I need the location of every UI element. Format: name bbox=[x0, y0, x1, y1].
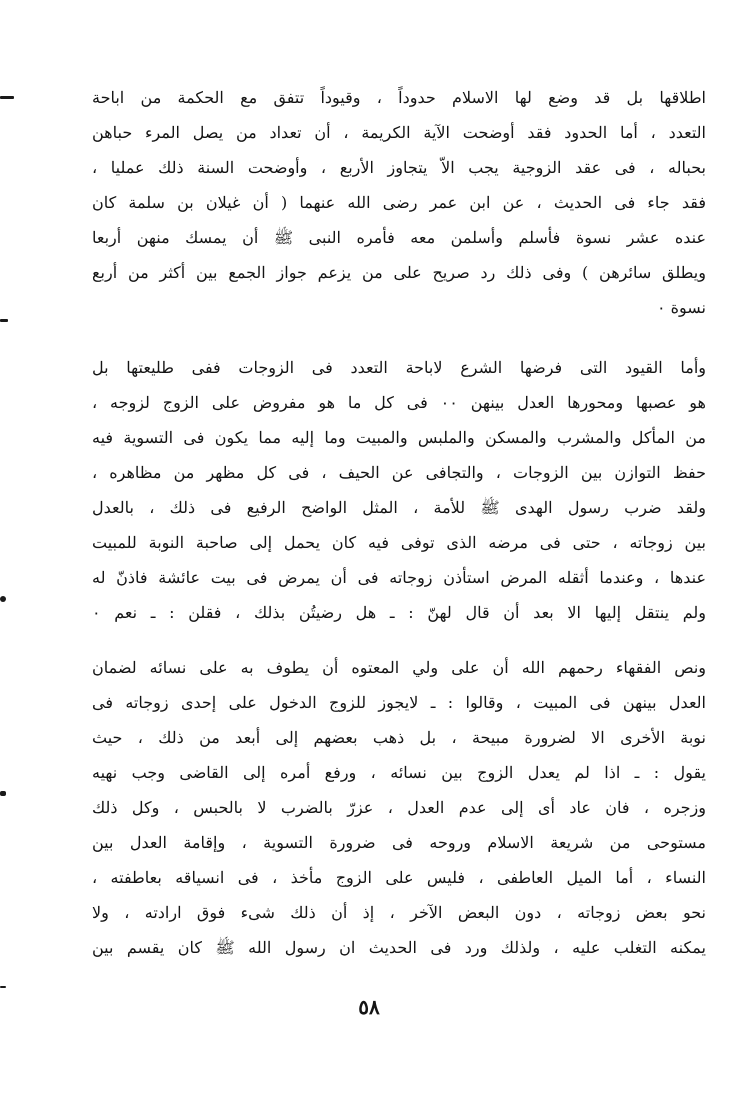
text-line: وزجره ، فان عاد أى إلى عدم العدل ، عزرّ بالضرب لا بالحبس ، وكل ذلك bbox=[92, 798, 706, 817]
text-line: يقول : ـ اذا لم يعدل الزوج بين نسائه ، ورفع أمره إلى القاضى وجب نهيه bbox=[92, 763, 706, 782]
text-line: التعدد ، أما الحدود فقد أوضحت الآية الكريمة ، أن تعداد من يصل المرء حباهن bbox=[92, 123, 706, 142]
text-line: ونص الفقهاء رحمهم الله أن على ولي المعتوه أن يطوف به على نسائه لضمان bbox=[92, 658, 706, 677]
text-line: ولقد ضرب رسول الهدى ﷺ للأمة ، المثل الواضح الرفيع فى ذلك ، بالعدل bbox=[92, 498, 706, 517]
margin-mark bbox=[0, 319, 8, 322]
page-number: ٥٨ bbox=[358, 995, 380, 1019]
margin-mark bbox=[0, 96, 14, 99]
text-line: العدل بينهن فى المبيت ، وقالوا : ـ لايجوز للزوج الدخول على إحدى زوجاته فى bbox=[92, 693, 706, 712]
text-line: مستوحى من شريعة الاسلام وروحه فى ضرورة التسوية ، وإقامة العدل بين bbox=[92, 833, 706, 852]
text-line: نحو بعض زوجاته ، دون البعض الآخر ، إذ أن ذلك شىء فوق ارادته ، ولا bbox=[92, 903, 706, 922]
margin-mark bbox=[0, 596, 6, 602]
paragraph-3 bbox=[92, 650, 706, 965]
margin-mark bbox=[0, 986, 6, 988]
text-line: هو عصبها ومحورها العدل بينهن ٠٠ فى كل ما هو مفروض على الزوج لزوجه ، bbox=[92, 393, 706, 412]
text-line: حفظ التوازن بين الزوجات ، والتجافى عن الحيف ، فى كل مظهر من مظاهره ، bbox=[92, 463, 706, 482]
text-line: بحباله ، فى عقد الزوجية يجب الاّ يتجاوز الأربع ، وأوضحت السنة ذلك عمليا ، bbox=[92, 158, 706, 177]
text-line: اطلاقها بل قد وضع لها الاسلام حدوداً ، وقيوداً تتفق مع الحكمة من اباحة bbox=[92, 88, 706, 107]
text-line: نسوة ٠ bbox=[656, 298, 706, 317]
paragraph-2 bbox=[92, 350, 706, 630]
paragraph-1 bbox=[92, 80, 706, 325]
text-line: نوبة الأخرى الا لضرورة مبيحة ، بل ذهب بعضهم إلى أبعد من ذلك ، حيث bbox=[92, 728, 706, 747]
text-line: عنده عشر نسوة فأسلم وأسلمن معه فأمره النبى ﷺ أن يمسك منهن أربعا bbox=[92, 228, 706, 247]
text-line: ويطلق سائرهن ) وفى ذلك رد صريح على من يزعم جواز الجمع بين أكثر من أربع bbox=[92, 263, 706, 282]
margin-mark bbox=[0, 791, 6, 796]
text-line: يمكنه التغلب عليه ، ولذلك ورد فى الحديث ان رسول الله ﷺ كان يقسم بين bbox=[92, 938, 706, 957]
text-line: من المأكل والمشرب والمسكن والملبس والمبيت وما إليه مما يكون فى التسوية فيه bbox=[92, 428, 706, 447]
text-line: فقد جاء فى الحديث ، عن ابن عمر رضى الله عنهما ( أن غيلان بن سلمة كان bbox=[92, 193, 706, 212]
text-line: النساء ، أما الميل العاطفى ، فليس على الزوج مأخذ ، فى انسياقه بعاطفته ، bbox=[92, 868, 706, 887]
text-line: ولم ينتقل إليها الا بعد أن قال لهنّ : ـ هل رضيتُن بذلك ، فقلن : ـ نعم ٠ bbox=[92, 603, 706, 622]
text-line: عندها ، وعندما أثقله المرض استأذن زوجاته فى أن يمرض فى بيت عائشة فاذنّ له bbox=[92, 568, 706, 587]
text-line: وأما القيود التى فرضها الشرع لاباحة التعدد فى الزوجات ففى طليعتها بل bbox=[92, 358, 706, 377]
text-line: بين زوجاته ، حتى فى مرضه الذى توفى فيه كان يحمل إلى صاحبة النوبة للمبيت bbox=[92, 533, 706, 552]
